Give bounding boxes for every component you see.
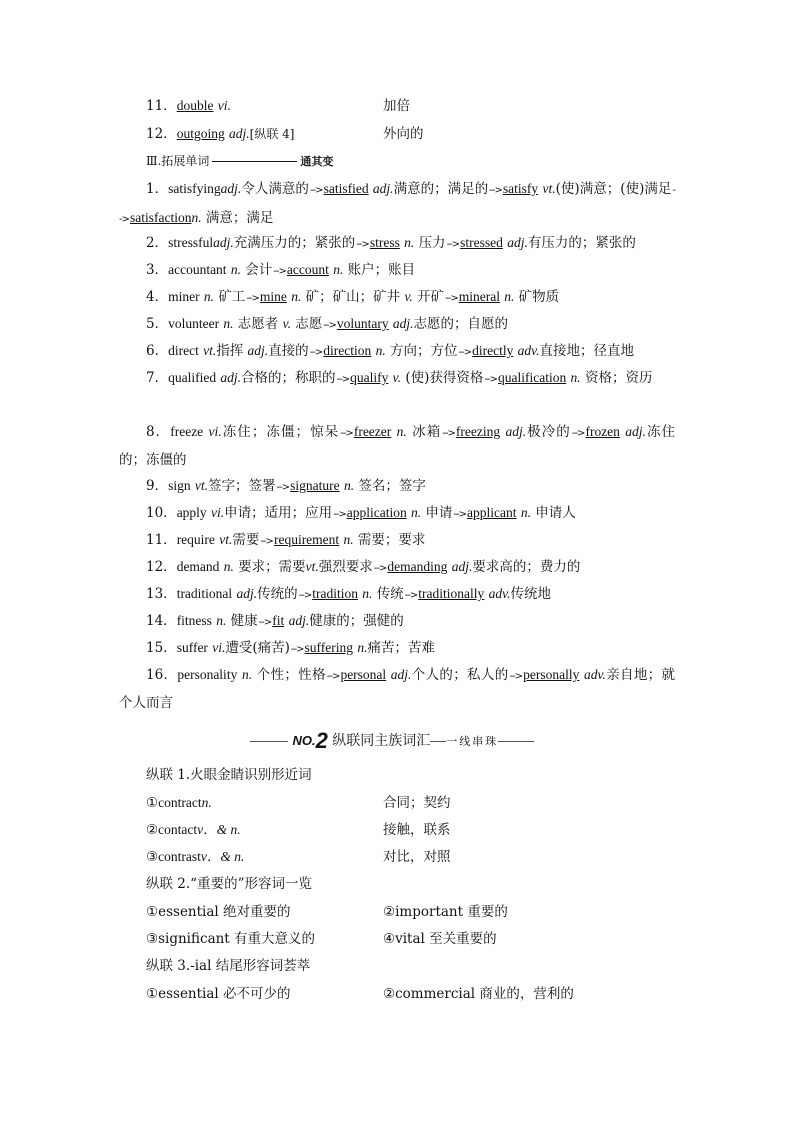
entry-8: 8．freeze vi.冻住；冻僵；惊呆-->freezer n. 冰箱-->freezing adj.极冷的-->frozen adj.冻住的；冻僵的 — [119, 424, 676, 468]
banner-title: 纵联同主族词汇 — [332, 733, 431, 749]
group-2-title: 纵联 2.“重要的”形容词一览 — [146, 876, 312, 892]
group-2-item: ③significant 有重大意义的 — [146, 931, 316, 947]
group-3-item: ①essential 必不可少的 — [146, 986, 291, 1002]
item-number: 12． — [146, 126, 177, 142]
entry-13: 13．traditional adj.传统的-->tradition n. 传统-->traditionally adv.传统地 — [146, 586, 551, 602]
dash-line — [212, 161, 297, 162]
group-1-item: ③contrastv．& n. — [146, 849, 245, 864]
group-1-meaning: 合同；契约 — [383, 795, 451, 811]
word-item-11 — [146, 97, 231, 115]
section-banner-no2 — [250, 728, 570, 754]
entry-1: 1．satisfyingadj.令人满意的-->satisfied adj.满意的；满足的-->satisfy vt.(使)满意；(使)满足-->satisfactionn. 满意；满足 — [119, 181, 676, 226]
group-2-item: ①essential 绝对重要的 — [146, 904, 291, 920]
entry-10: 10．apply vi.申请；适用；应用-->application n. 申请-->applicant n. 申请人 — [146, 505, 576, 521]
entry-4: 4．miner n. 矿工-->mine n. 矿；矿山；矿井 v. 开矿-->mineral n. 矿物质 — [146, 289, 560, 305]
banner-line-left — [250, 741, 288, 742]
banner-subtitle: 一线串珠 — [446, 735, 499, 748]
entry-9: 9．sign vt.签字；签署-->signature n. 签名；签字 — [146, 478, 426, 494]
word: double — [176, 98, 214, 113]
group-2-item: ④vital 至关重要的 — [383, 931, 497, 947]
entry-11: 11．require vt.需要-->requirement n. 需要；要求 — [146, 532, 426, 548]
entry-5: 5．volunteer n. 志愿者 v. 志愿-->voluntary adj.志愿的；自愿的 — [146, 316, 509, 332]
banner-line-right — [498, 741, 534, 742]
part-of-speech: adj. — [229, 126, 250, 141]
section-heading-expand-words — [146, 153, 333, 170]
word-item-12 — [146, 125, 294, 143]
banner-no-label: NO. — [292, 733, 316, 748]
entry-7: 7．qualified adj.合格的；称职的-->qualify v. (使)获得资格-->qualification n. 资格；资历 — [146, 370, 653, 386]
group-1-title: 纵联 1.火眼金睛识别形近词 — [146, 767, 312, 783]
word-meaning: 加倍 — [383, 98, 410, 114]
group-1-item: ①contractn. — [146, 795, 212, 810]
word: outgoing — [176, 126, 225, 141]
entry-2: 2．stressfuladj.充满压力的；紧张的-->stress n. 压力-->stressed adj.有压力的；紧张的 — [146, 235, 636, 251]
entry-15: 15．suffer vi.遭受(痛苦)-->suffering n.痛苦；苦难 — [146, 640, 435, 656]
banner-number: 2 — [315, 728, 328, 753]
group-3-title: 纵联 3.-ial 结尾形容词荟萃 — [146, 958, 311, 974]
banner-line-mid — [430, 741, 446, 742]
item-number: 11． — [146, 98, 177, 114]
group-2-item: ②important 重要的 — [383, 904, 508, 920]
section-subtitle: 通其变 — [300, 155, 334, 168]
group-3-item: ②commercial 商业的，营利的 — [383, 986, 574, 1002]
entry-14: 14．fitness n. 健康-->fit adj.健康的；强健的 — [146, 613, 404, 629]
group-1-meaning: 接触，联系 — [383, 822, 451, 838]
group-1-meaning: 对比，对照 — [383, 849, 451, 865]
cross-reference: [纵联 4] — [249, 127, 295, 141]
group-1-item: ②contactv．& n. — [146, 822, 241, 837]
entry-3: 3．accountant n. 会计-->account n. 账户；账目 — [146, 262, 416, 278]
section-title: Ⅲ.拓展单词 — [146, 154, 210, 168]
entry-12: 12．demand n. 要求；需要vt.强烈要求-->demanding adj.要求高的；费力的 — [146, 559, 581, 575]
entry-6: 6．direct vt.指挥 adj.直接的-->direction n. 方向；方位-->directly adv.直接地；径直地 — [146, 343, 635, 359]
entry-16: 16．personality n. 个性；性格-->personal adj.个人的；私人的-->personally adv.亲自地；就个人而言 — [119, 667, 676, 711]
part-of-speech: vi. — [217, 98, 231, 113]
word-meaning: 外向的 — [383, 126, 424, 142]
